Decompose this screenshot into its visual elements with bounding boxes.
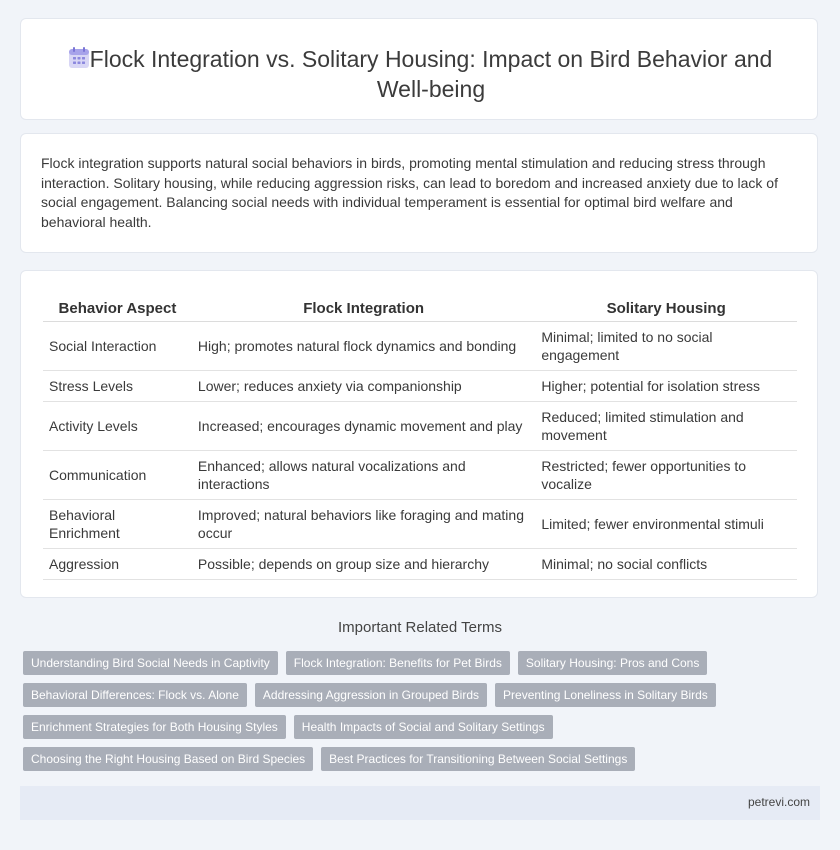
table-row	[43, 549, 797, 580]
column-header: Solitary Housing	[535, 295, 797, 322]
table-cell: Minimal; no social conflicts	[535, 549, 797, 580]
comparison-table	[43, 295, 797, 580]
table-cell: Enhanced; allows natural vocalizations and interactions	[192, 451, 535, 500]
table-cell: Activity Levels	[43, 402, 192, 451]
table-row	[43, 500, 797, 549]
page-title: Flock Integration vs. Solitary Housing: Impact on Bird Behavior and Well-being	[89, 46, 773, 102]
table-cell: Stress Levels	[43, 371, 192, 402]
column-header: Behavior Aspect	[43, 295, 192, 322]
related-term-tag[interactable]: Flock Integration: Benefits for Pet Birds	[286, 651, 510, 675]
related-term-tag[interactable]: Addressing Aggression in Grouped Birds	[255, 683, 487, 707]
table-cell: Increased; encourages dynamic movement and play	[192, 402, 535, 451]
related-term-tag[interactable]: Health Impacts of Social and Solitary Settings	[294, 715, 553, 739]
intro-text: Flock integration supports natural social behaviors in birds, promoting mental stimulation and reducing stress through interaction. Solitary housing, while reducing aggression risks, can lead to boredom and increased anxiety due to lack of social engagement. Balancing social needs with individual temperament is essential for optimal bird welfare and behavioral health.	[41, 155, 778, 230]
table-cell: Social Interaction	[43, 322, 192, 371]
table-cell: Limited; fewer environmental stimuli	[535, 500, 797, 549]
header-card	[20, 18, 818, 120]
footer	[20, 786, 820, 820]
related-term-tag[interactable]: Preventing Loneliness in Solitary Birds	[495, 683, 716, 707]
table-cell: High; promotes natural flock dynamics and bonding	[192, 322, 535, 371]
related-term-tag[interactable]: Best Practices for Transitioning Between Social Settings	[321, 747, 635, 771]
table-row	[43, 451, 797, 500]
related-terms-title: Important Related Terms	[338, 619, 502, 636]
comparison-card	[20, 270, 818, 598]
intro-card	[20, 133, 818, 253]
column-header: Flock Integration	[192, 295, 535, 322]
footer-site-link[interactable]: petrevi.com	[747, 795, 810, 809]
table-cell: Improved; natural behaviors like foraging and mating occur	[192, 500, 535, 549]
related-term-tag[interactable]: Solitary Housing: Pros and Cons	[518, 651, 707, 675]
table-cell: Minimal; limited to no social engagement	[535, 322, 797, 371]
related-term-tag[interactable]: Behavioral Differences: Flock vs. Alone	[23, 683, 247, 707]
table-cell: Possible; depends on group size and hierarchy	[192, 549, 535, 580]
table-cell: Lower; reduces anxiety via companionship	[192, 371, 535, 402]
related-term-tag[interactable]: Choosing the Right Housing Based on Bird Species	[23, 747, 313, 771]
related-terms-list	[23, 651, 823, 779]
table-cell: Restricted; fewer opportunities to vocalize	[535, 451, 797, 500]
tag-row	[23, 747, 823, 771]
related-term-tag[interactable]: Enrichment Strategies for Both Housing Styles	[23, 715, 286, 739]
table-cell: Behavioral Enrichment	[43, 500, 192, 549]
table-cell: Communication	[43, 451, 192, 500]
table-header-row	[43, 295, 797, 322]
tag-row	[23, 683, 823, 707]
related-term-tag[interactable]: Understanding Bird Social Needs in Captivity	[23, 651, 278, 675]
table-row	[43, 371, 797, 402]
table-row	[43, 322, 797, 371]
table-row	[43, 402, 797, 451]
tag-row	[23, 651, 823, 675]
table-cell: Reduced; limited stimulation and movement	[535, 402, 797, 451]
tag-row	[23, 715, 823, 739]
table-cell: Higher; potential for isolation stress	[535, 371, 797, 402]
table-cell: Aggression	[43, 549, 192, 580]
